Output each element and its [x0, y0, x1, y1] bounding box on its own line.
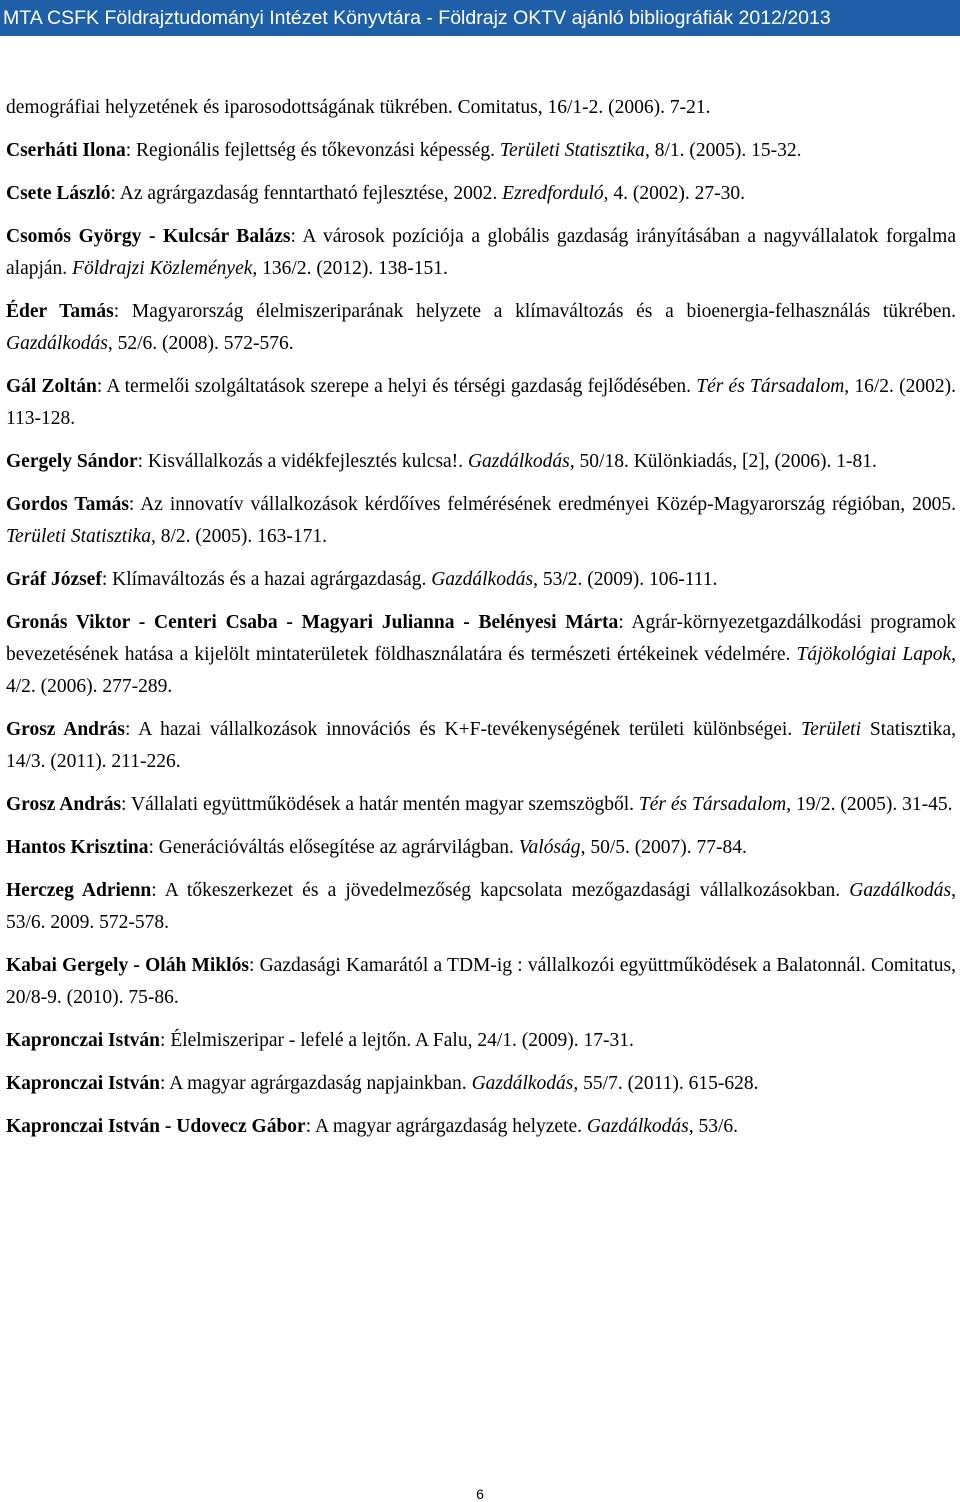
entry-authors: Gronás Viktor - Centeri Csaba - Magyari Julianna - Belényesi Márta — [6, 612, 619, 633]
bibliography-entry — [6, 832, 956, 864]
entry-authors: Éder Tamás — [6, 301, 114, 322]
entry-separator: : — [101, 569, 113, 590]
entry-separator: : — [137, 451, 148, 472]
entry-details: , 16/2. (2002). 113-128. — [6, 376, 957, 429]
entry-title: A városok pozíciója a globális gazdaság irányításában a nagyvállalatok forgalma alapján. — [6, 226, 957, 279]
entry-separator: : — [160, 1030, 171, 1051]
entry-separator: : — [121, 794, 131, 815]
entry-journal: Gazdálkodás — [849, 880, 952, 901]
entry-separator: : — [113, 301, 132, 322]
entry-journal: Tér és Társadalom — [696, 376, 845, 397]
entry-journal: Gazdálkodás — [471, 1073, 574, 1094]
entry-journal: Területi Statisztika — [6, 526, 152, 547]
entry-details: , 136/2. (2012). 138-151. — [252, 258, 448, 279]
entry-separator: : — [148, 837, 159, 858]
bibliography-entry — [6, 1068, 956, 1100]
entry-details: , 52/6. (2008). 572-576. — [107, 333, 294, 354]
entry-title: A termelői szolgáltatások szerepe a helyi és térségi gazdaság fejlődésében. — [106, 376, 697, 397]
entry-details: , 8/2. (2005). 163-171. — [151, 526, 328, 547]
entry-journal: Valóság — [518, 837, 581, 858]
entry-authors: Gergely Sándor — [6, 451, 138, 472]
entry-title: A hazai vállalkozások innovációs és K+F-tevékenységének területi különbségei. — [138, 719, 802, 740]
bibliography-entry — [6, 446, 956, 478]
entry-journal: Tájökológiai Lapok — [796, 644, 952, 665]
entry-details: , 8/1. (2005). 15-32. — [644, 140, 802, 161]
entry-authors: Csomós György - Kulcsár Balázs — [6, 226, 291, 247]
bibliography-entry — [6, 1111, 956, 1143]
bibliography-entry — [6, 950, 956, 1014]
entry-separator: : — [125, 140, 137, 161]
entry-separator: : — [248, 955, 260, 976]
entry-details: , 4. (2002). 27-30. — [603, 183, 746, 204]
entry-details: , 4/2. (2006). 277-289. — [6, 644, 957, 697]
entry-details: , 55/7. (2011). 615-628. — [573, 1073, 759, 1094]
entry-title: Élelmiszeripar - lefelé a lejtőn. A Falu, 24/1. (2009). 17-31. — [170, 1030, 634, 1051]
entry-title: demográfiai helyzetének és iparosodottságának tükrében. Comitatus, 16/1-2. (2006). 7-21. — [6, 97, 711, 118]
entry-separator: : — [290, 226, 303, 247]
entry-title: Az agrárgazdaság fenntartható fejlesztése, 2002. — [119, 183, 503, 204]
bibliography-entry — [6, 714, 956, 778]
entry-title: Regionális fejlettség és tőkevonzási képesség. — [136, 140, 500, 161]
entry-title: Vállalati együttműködések a határ mentén magyar szemszögből. — [130, 794, 639, 815]
entry-details: , 50/18. Különkiadás, [2], (2006). 1-81. — [569, 451, 877, 472]
entry-journal: Gazdálkodás — [586, 1116, 689, 1137]
bibliography-entry — [6, 789, 956, 821]
entry-journal: Gazdálkodás — [6, 333, 108, 354]
bibliography-entry — [6, 221, 956, 285]
entry-title: Gazdasági Kamarától a TDM-ig : vállalkozói együttműködések a Balatonnál. Comitatus, 20/8-9. (2010). 75-86. — [6, 955, 956, 1008]
entry-authors: Csete László — [6, 183, 111, 204]
entry-title: Az innovatív vállalkozások kérdőíves felmérésének eredményei Közép-Magyarország régióban, 2005. — [140, 494, 956, 515]
entry-authors: Gál Zoltán — [6, 376, 97, 397]
entry-separator: : — [160, 1073, 170, 1094]
entry-journal: Tér és Társadalom — [638, 794, 787, 815]
entry-title: Agrár-környezetgazdálkodási programok bevezetésének hatása a kijelölt mintaterületek földhasználatára és természeti értékeinek védelmére. — [6, 612, 956, 665]
bibliography-entry — [6, 296, 956, 360]
entry-authors: Cserháti Ilona — [6, 140, 126, 161]
entry-authors: Kabai Gergely - Oláh Miklós — [6, 955, 249, 976]
entry-separator: : — [305, 1116, 315, 1137]
entry-title: A magyar agrárgazdaság helyzete. — [314, 1116, 587, 1137]
entry-journal: Területi — [801, 719, 862, 740]
entry-details: , 53/6. 2009. 572-578. — [6, 880, 956, 933]
entry-title: A tőkeszerkezet és a jövedelmezőség kapcsolata mezőgazdasági vállalkozásokban. — [164, 880, 850, 901]
entry-journal: Ezredforduló — [502, 183, 604, 204]
entry-journal: Földrajzi Közlemények — [72, 258, 253, 279]
entry-journal: Területi Statisztika — [499, 140, 645, 161]
entry-details: , 53/2. (2009). 106-111. — [533, 569, 718, 590]
bibliography-entry — [6, 92, 956, 124]
entry-authors: Herczeg Adrienn — [6, 880, 152, 901]
entry-title: Kisvállalkozás a vidékfejlesztés kulcsa!. — [147, 451, 468, 472]
entry-separator: : — [128, 494, 141, 515]
entry-separator: : — [151, 880, 165, 901]
bibliography-entry — [6, 489, 956, 553]
entry-details: , 50/5. (2007). 77-84. — [580, 837, 747, 858]
entry-authors: Grosz András — [6, 794, 122, 815]
entry-separator: : — [110, 183, 120, 204]
bibliography-entry — [6, 564, 956, 596]
bibliography-entry — [6, 371, 956, 435]
page-number: 6 — [476, 1486, 484, 1502]
entry-authors: Hantos Krisztina — [6, 837, 149, 858]
entry-title: A magyar agrárgazdaság napjainkban. — [169, 1073, 472, 1094]
entry-authors: Grosz András — [6, 719, 126, 740]
bibliography-entry — [6, 135, 956, 167]
entry-title: Magyarország élelmiszeriparának helyzete a klímaváltozás és a bioenergia-felhasználás tükrében. — [131, 301, 957, 322]
entry-authors: Kapronczai István — [6, 1030, 161, 1051]
bibliography-entry — [6, 607, 956, 703]
entry-authors: Kapronczai István - Udovecz Gábor — [6, 1116, 306, 1137]
entry-journal: Gazdálkodás — [467, 451, 570, 472]
entry-authors: Kapronczai István — [6, 1073, 161, 1094]
bibliography-entry — [6, 1025, 956, 1057]
entry-title: Klímaváltozás és a hazai agrárgazdaság. — [112, 569, 432, 590]
page-header: MTA CSFK Földrajztudományi Intézet Könyvtára - Földrajz OKTV ajánló bibliográfiák 2012/2013 — [0, 0, 960, 36]
entry-separator: : — [125, 719, 139, 740]
entry-journal: Gazdálkodás — [431, 569, 534, 590]
entry-details: Statisztika, 14/3. (2011). 211-226. — [6, 719, 956, 772]
entry-details: , 19/2. (2005). 31-45. — [786, 794, 953, 815]
entry-authors: Gráf József — [6, 569, 102, 590]
bibliography-entry — [6, 875, 956, 939]
entry-title: Generációváltás elősegítése az agrárvilágban. — [158, 837, 519, 858]
bibliography-list — [6, 92, 956, 1154]
entry-details: , 53/6. — [688, 1116, 739, 1137]
entry-authors: Gordos Tamás — [6, 494, 129, 515]
bibliography-entry — [6, 178, 956, 210]
entry-separator: : — [96, 376, 107, 397]
entry-separator: : — [618, 612, 632, 633]
